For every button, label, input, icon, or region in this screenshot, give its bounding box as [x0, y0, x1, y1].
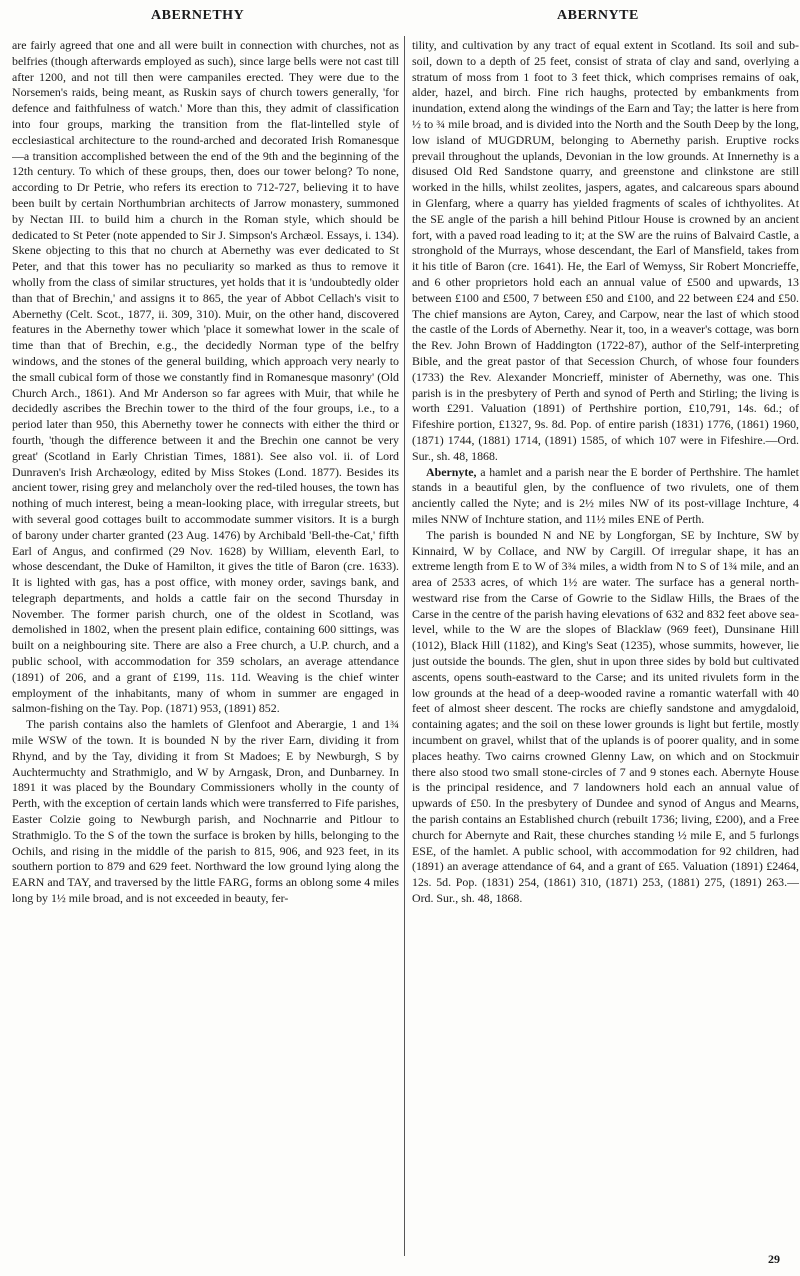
paragraph: The parish contains also the hamlets of Glenfoot and Aberargie, 1 and 1¾ mile WSW of the town. It is bounded N by the river Earn, dividing it from Rhynd, and by the Tay, dividing it from St Madoes; E by Newburgh, S by Auchtermuchty and Strathmiglo, and W by Arngask, Dron, and Dunbarney. In 1891 it was placed by the Boundary Commissioners wholly in the county of Perth, with the exception of certain lands which were transferred to Fife parishes, Easter Colzie going to Newburgh parish, and Nochnarrie and Pitlour to Strathmiglo. To the S of the town the surface is broken by hills, belonging to the Ochils, and rising in the middle of the parish to 815, 906, and 923 feet, in its southern portion to 879 and 629 feet. Northward the low ground lying along the EARN and TAY, and traversed by the little FARG, forms an oblong some 4 miles long by 1½ mile broad, and is not exceeded in beauty, fer-	[12, 717, 399, 906]
running-head-left: ABERNETHY	[151, 8, 245, 23]
paragraph: are fairly agreed that one and all were built in connection with churches, not as belfries (though afterwards employed as such), since large bells were not cast till after 1200, and not till then were campaniles erected. They were due to the Norsemen's raids, being meant, as Ruskin says of church towers generally, 'for defence and faithfulness of watch.' More than this, they admit of classification into four groups, marking the transition from the flat-lintelled style of ecclesiastical architecture to the round-arched and decorated Irish Romanesque—a transition accomplished between the end of the 9th and the beginning of the 12th century. To which of these groups, then, does our tower belong? To none, according to Dr Petrie, who refers its erection to 712-727, believing it to have been built by certain Northumbrian architects of Jarrow monastery, summoned by Nectan III. to build him a church in the Roman style, which should be dedicated to St Peter (note appended to Sir J. Simpson's Archæol. Essays, i. 134). Skene objecting to this that no church at Abernethy was ever dedicated to St Peter, and that this tower has no peculiarity so marked as thus to remove it wholly from the class of similar structures, yet holds that it is 'undoubtedly older than that of Brechin,' and assigns it to 865, the year of Abbot Cellach's visit to Abernethy (Celt. Scot., 1877, ii. 309, 310). Muir, on the other hand, discovered features in the Abernethy tower which 'place it somewhat lower in the scale of time than that of Brechin, e.g., the decidedly Norman type of the belfry windows, and the stones of the general building, which approach very nearly to the small cubical form of those we constantly find in Romanesque masonry' (Old Church Arch., 1861). And Mr Anderson so far agrees with Muir, that while he decidedly ascribes the Brechin tower to the third of the four groups, i.e., to a period later than 950, this Abernethy tower he connects with either the third or fourth, 'though the difference between it and the Brechin one cannot be very great' (Scotland in Early Christian Times, 1881). See also vol. ii. of Lord Dunraven's Irish Archæology, edited by Miss Stokes (Lond. 1877). Besides its ancient tower, rising grey and melancholy over the red-tiled houses, the town has nothing of much interest, being a mean-looking place, with irregular streets, but with several good cottages built to accommodate summer visitors. It is a burgh of barony under charter granted (23 Aug. 1476) by Archibald 'Bell-the-Cat,' fifth Earl of Angus, and confirmed (29 Nov. 1628) by William, eleventh Earl, to whose descendant, the Duke of Hamilton, it gives the title of Baron (cre. 1633). It is lighted with gas, has a post office, with money order, savings bank, and telegraph departments, and holds a cattle fair on the second Thursday in November. The former parish church, one of the oldest in Scotland, was demolished in 1802, when the present plain edifice, containing 600 sittings, was built on a neighbouring site. There are also a Free church, a U.P. church, and a public school, with accommodation for 359 scholars, an average attendance (1891) of 206, and a grant of £199, 11s. 11d. Weaving is the chief winter employment of the inhabitants, many of whom in summer are engaged in salmon-fishing on the Tay. Pop. (1871) 953, (1891) 852.	[12, 38, 399, 716]
entry-text: a hamlet and a parish near the E border of Perthshire. The hamlet stands in a beautiful glen, by the confluence of two rivulets, one of them anciently called the Nyte; and is 2½ miles NW of its post-village Inchture, 4 miles NNW of Inchture station, and 11½ miles ENE of Perth.	[412, 464, 799, 526]
left-column	[12, 38, 399, 1256]
right-column	[412, 38, 799, 1256]
entry-headword: Abernyte,	[426, 464, 477, 479]
column-divider	[404, 36, 405, 1256]
paragraph: The parish is bounded N and NE by Longforgan, SE by Inchture, SW by Kinnaird, W by Collace, and NW by Cargill. Of irregular shape, it has an extreme length from E to W of 3¾ miles, a width from N to S of 1¾ mile, and an area of 2533 acres, of which 1½ are water. The surface has a general north-westward rise from the Carse of Gowrie to the Sidlaw Hills, the Braes of the Carse in the centre of the parish having elevations of 632 and 832 feet above sea-level, while to the W are the slopes of Blacklaw (969 feet), Dunsinane Hill (1012), Black Hill (1182), and King's Seat (1235), whose summits, however, lie just outside the bounds. The glen, shut in upon three sides by bold but cultivated ascents, opens south-eastward to the Carse; and its united rivulets form in the low grounds at the head of a deep-wooded ravine a romantic waterfall with 40 feet of almost sheer descent. The rocks are chiefly sandstone and amygdaloid, containing agates; and the soil on these lower grounds is light but fertile, mostly incumbent on gravel, whilst that of the uplands is of poorer quality, and in some places heathy. Two cairns crowned Glenny Law, on which and on Stockmuir there also stood two small stone-circles of 7 and 9 stones each. Abernyte House is the principal residence, and 7 landowners hold each an annual value of upwards of £50. In the presbytery of Dundee and synod of Angus and Mearns, the parish contains an Established church (rebuilt 1736; living, £200), and a Free church for Abernyte and Rait, these churches standing ½ mile E, and 5 furlongs ESE, of the hamlet. A public school, with accommodation for 92 children, had (1891) an average attendance of 64, and a grant of £65. Valuation (1891) £2464, 12s. 5d. Pop. (1831) 254, (1861) 310, (1871) 253, (1881) 275, (1891) 263.—Ord. Sur., sh. 48, 1868.	[412, 527, 799, 906]
page-number: 29	[768, 1252, 780, 1266]
running-head-right: ABERNYTE	[557, 8, 639, 23]
paragraph: tility, and cultivation by any tract of equal extent in Scotland. Its soil and sub-soil, down to a depth of 25 feet, consist of strata of clay and sand, overlying a stratum of moss from 1 foot to 3 feet thick, which comprises remains of oak, alder, hazel, and birch. Fine rich haughs, protected by embankments from inundation, extend along the windings of the Earn and Tay; the latter is here from ½ to ¾ mile broad, and is divided into the North and the South Deep by the long, low island of MUGDRUM, belonging to Abernethy parish. Eruptive rocks prevail throughout the uplands, Devonian in the low grounds. At Innernethy is a disused Old Red Sandstone quarry, and greenstone and clinkstone are still worked in the hills, whilst zeolites, jaspers, agates, and calcareous spars abound in Glenfarg, where a quarry has yielded fragments of scales of ichthyolites. At the SE angle of the parish a hill behind Pitlour House is crowned by an ancient fort, with a paved road leading to it; at the SW are the ruins of Balvaird Castle, a stronghold of the Murrays, whose descendant, the Earl of Mansfield, takes from it his title of Baron (cre. 1641). He, the Earl of Wemyss, Sir Robert Moncrieffe, and 6 other proprietors hold each an annual value of £500 and upwards, 13 between £100 and £500, 7 between £50 and £100, and 22 between £24 and £50. The chief mansions are Ayton, Carey, and Carpow, near the last of which stood the castle of the Lords of Abernethy. Near it, too, in a weaver's cottage, was born the Rev. John Brown of Haddington (1722-87), author of the Self-interpreting Bible, and the great pastor of that Secession Church, of whose four founders (1733) the Rev. Alexander Moncrieff, minister of Abernethy, was one. This parish is in the presbytery of Perth and synod of Perth and Stirling; the living is worth £291. Valuation (1891) of Perthshire portion, £10,791, 14s. 6d.; of Fifeshire portion, £1327, 9s. 8d. Pop. of entire parish (1831) 1776, (1861) 1960, (1871) 1744, (1881) 1714, (1891) 1585, of which 107 were in Fifeshire.—Ord. Sur., sh. 48, 1868.	[412, 38, 799, 463]
entry-paragraph	[412, 465, 799, 528]
